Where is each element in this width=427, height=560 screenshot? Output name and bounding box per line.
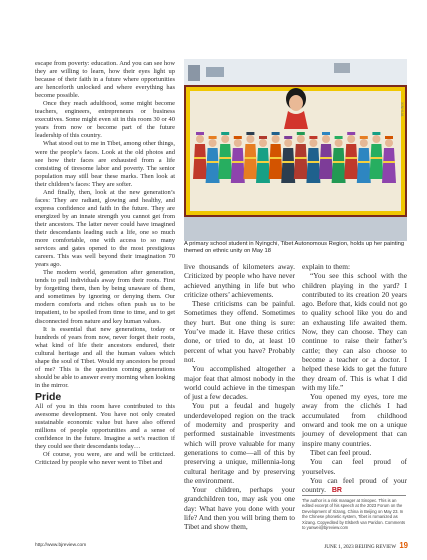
figure-hat — [259, 136, 267, 139]
figure-robe — [319, 144, 333, 179]
figure-robe — [256, 148, 270, 183]
photo-poster — [188, 65, 200, 81]
author-bio: The author is a risk manager at Sinopec. This is an edited excerpt of his speech at the 2023 Forum on the Development of Xizang, China in Beijing on May 23. In the Chinese phonetic system, Tibet is romanized as Xizang. Copyedited by Elsbeth van Paridon. Comments to yanwei@bjreview.com — [302, 495, 406, 530]
figure-head — [385, 139, 393, 147]
figure-hat — [209, 136, 217, 139]
paragraph: You accomplished altogether a major feat that almost nobody in the world could achieve in the timespan of just a few decades. — [184, 364, 295, 402]
figure-hat — [385, 136, 393, 139]
article-photo — [184, 59, 407, 241]
figure-robe — [344, 144, 358, 179]
figure-head — [322, 135, 330, 143]
figure-head — [221, 135, 229, 143]
figure-belt — [270, 157, 282, 159]
figure-belt — [358, 161, 370, 163]
figure-head — [196, 135, 204, 143]
figure-head — [347, 135, 355, 143]
article-column-1 — [35, 60, 175, 467]
figure-head — [297, 135, 305, 143]
figure-hat — [372, 132, 380, 135]
figure-robe — [357, 148, 371, 183]
figure-head — [284, 139, 292, 147]
paragraph: Of course, you were, are and will be criticized. Criticized by people who never went to Tibet and — [35, 451, 175, 467]
figure-robe — [281, 148, 295, 183]
paragraph: Once they reach adulthood, some might become teachers, engineers, entrepreneurs or business executives. Some might even sit in this room 30 or 40 years from now or become part of the future leadership of this country. — [35, 100, 175, 140]
footer-issue: JUNE 1, 2023 BEIJING REVIEW — [324, 544, 397, 550]
article-column-3 — [302, 262, 407, 495]
figure-belt — [320, 157, 332, 159]
figure-belt — [383, 161, 395, 163]
figure-hat — [284, 136, 292, 139]
figure-head — [335, 139, 343, 147]
closing-text: You can feel proud of your country. — [302, 475, 407, 495]
figure-head — [259, 139, 267, 147]
figure-belt — [244, 157, 256, 159]
figure-head — [209, 139, 217, 147]
section-heading: Pride — [35, 390, 62, 403]
footer-issue-info — [300, 541, 408, 550]
figure-hat — [322, 132, 330, 135]
footer-url[interactable]: http://www.bjreview.com — [35, 543, 87, 548]
paragraph: You can feel proud of yourselves. — [302, 457, 407, 476]
figure-hat — [297, 132, 305, 135]
figure-belt — [257, 161, 269, 163]
page-number: 19 — [399, 541, 408, 550]
paragraph: The modern world, generation after generation, tends to pull individuals away from their roots. First by forgetting them, then by being unaware of them, and sometimes by ignoring or denying them. Our modern comforts and riches often push us to be impatient, to be spoiled from time to time, and to get disconnected from nature and key human values. — [35, 269, 175, 325]
figure-hat — [360, 136, 368, 139]
figure-hat — [246, 132, 254, 135]
figure-belt — [207, 161, 219, 163]
paragraph: You put a feudal and hugely underdeveloped region on the track of modernity and prosperity and performed sustainable investments which will prove valuable for many generations to come—all of this by preserving a unique, millennia-long cultural heritage and by preserving the environment. — [184, 401, 295, 485]
figure-hat — [347, 132, 355, 135]
photo-illustration — [184, 59, 407, 241]
closing-line — [302, 476, 407, 496]
paragraph: It is essential that new generations, today or hundreds of years from now, never forget their roots, what kind of life their ancestors endured, their cultural heritage and all the human values which shape the soul of Tibet. Would my ancestors be proud of me? This is the question coming generations should be able to answer every morning when looking in the mirror. — [35, 325, 175, 389]
figure-head — [234, 139, 242, 147]
paragraph: And finally, then, look at the new generation’s faces: They are radiant, glowing and healthy, and express confidence and faith in the future. They are energized by an innate strength you cannot get from their ancestors. The latter never could have imagined their descendants leading such a life, one so much more comfortable, one with access to so many services and gates opened to the most prestigious careers. This was well beyond their imagination 70 years ago. — [35, 188, 175, 269]
photo-credit: XINHUA — [400, 102, 404, 117]
photo-floor — [184, 217, 407, 241]
paragraph: You opened my eyes, tore me away from the clichés I had accumulated from childhood onward and took me on a unique journey of development that can inspire many countries. — [302, 392, 407, 448]
figure-belt — [345, 157, 357, 159]
figure-hat — [309, 136, 317, 139]
figure-belt — [370, 157, 382, 159]
figure-hat — [196, 132, 204, 135]
figure-head — [360, 139, 368, 147]
figure-belt — [333, 161, 345, 163]
figure-hat — [221, 132, 229, 135]
paragraph: All of you in this room have contributed to this awesome development. You have not only created sustainable economic value but have also offered millions of people opportunities and a sense of confidence in the future. Imagine a set’s reaction if they could see their descendants today… — [35, 402, 175, 451]
column-2-paragraphs — [184, 262, 295, 532]
paragraph: These criticisms can be painful. Sometimes they offend. Sometimes they hurt. But one thing is sure: You’ve made it. Have these critics done, or tried to do, at least 10 percent of what you have? Probably not. — [184, 299, 295, 364]
figure-robe — [306, 148, 320, 183]
column-1-paragraphs-after-heading — [35, 403, 175, 467]
figure-hat — [272, 132, 280, 135]
paragraph: Your children, perhaps your grandchildren too, may ask you one day: What have you done with your life? And then you will bring them to Tibet and show them, — [184, 485, 295, 532]
paragraph: What stood out to me in Tibet, among other things, were the people’s faces. Look at the old photos and see how their faces are exhausted from a life consisting of tiresome labor and poverty. The senior population may still bear these marks. Then look at their children’s faces: They are softer. — [35, 140, 175, 188]
figure-belt — [219, 157, 231, 159]
figure-belt — [194, 157, 206, 159]
paragraph: escape from poverty: education. And you can see how they are willing to learn, how their eyes light up because of their faith in a future where opportunities are henceforth unlocked and where everything has become possible. — [35, 60, 175, 100]
figure-robe — [294, 144, 308, 179]
column-1-paragraphs — [35, 60, 175, 390]
paragraph: explain to them: — [302, 262, 351, 271]
author-signature: BR — [331, 487, 342, 495]
photo-poster — [206, 67, 224, 77]
figure-robe — [369, 144, 383, 179]
figure-robe — [206, 148, 220, 183]
figure-robe — [332, 148, 346, 183]
figure-head — [246, 135, 254, 143]
paragraph: “You see this school with the children playing in the yard? I contributed to its creation 20 years ago. Before that, kids could not go to quality school like you do and an exhausting life awaited them. Now, they can choose. They can continue to raise their father’s cattle; they can also choose to become a teacher or a doctor. I helped these kids to get the future they dream of. This is what I did with my life.” — [302, 271, 407, 392]
figure-hat — [335, 136, 343, 139]
figure-robe — [243, 144, 257, 179]
page-top-margin — [0, 0, 427, 60]
paragraph: live thousands of kilometers away. Criticized by people who have never achieved anything in life but who criticize others’ achievements. — [184, 262, 295, 299]
figure-head — [272, 135, 280, 143]
figure-belt — [232, 161, 244, 163]
figure-belt — [295, 157, 307, 159]
article-column-2 — [184, 262, 295, 532]
column-3-paragraphs — [302, 262, 407, 495]
figure-hat — [234, 136, 242, 139]
figure-robe — [231, 148, 245, 183]
figure-robe — [269, 144, 283, 179]
student-face — [289, 95, 303, 111]
figure-robe — [218, 144, 232, 179]
figure-head — [372, 135, 380, 143]
figure-belt — [307, 161, 319, 163]
figure-robe — [382, 148, 396, 183]
figure-robe — [193, 144, 207, 179]
figure-head — [309, 139, 317, 147]
paragraph: Tibet can feel proud. — [310, 447, 372, 457]
photo-caption: A primary school student in Nyingchi, Tibet Autonomous Region, holds up her painting themed on ethnic unity on May 18 — [184, 241, 405, 255]
photo-poster — [334, 63, 350, 73]
figure-belt — [282, 161, 294, 163]
